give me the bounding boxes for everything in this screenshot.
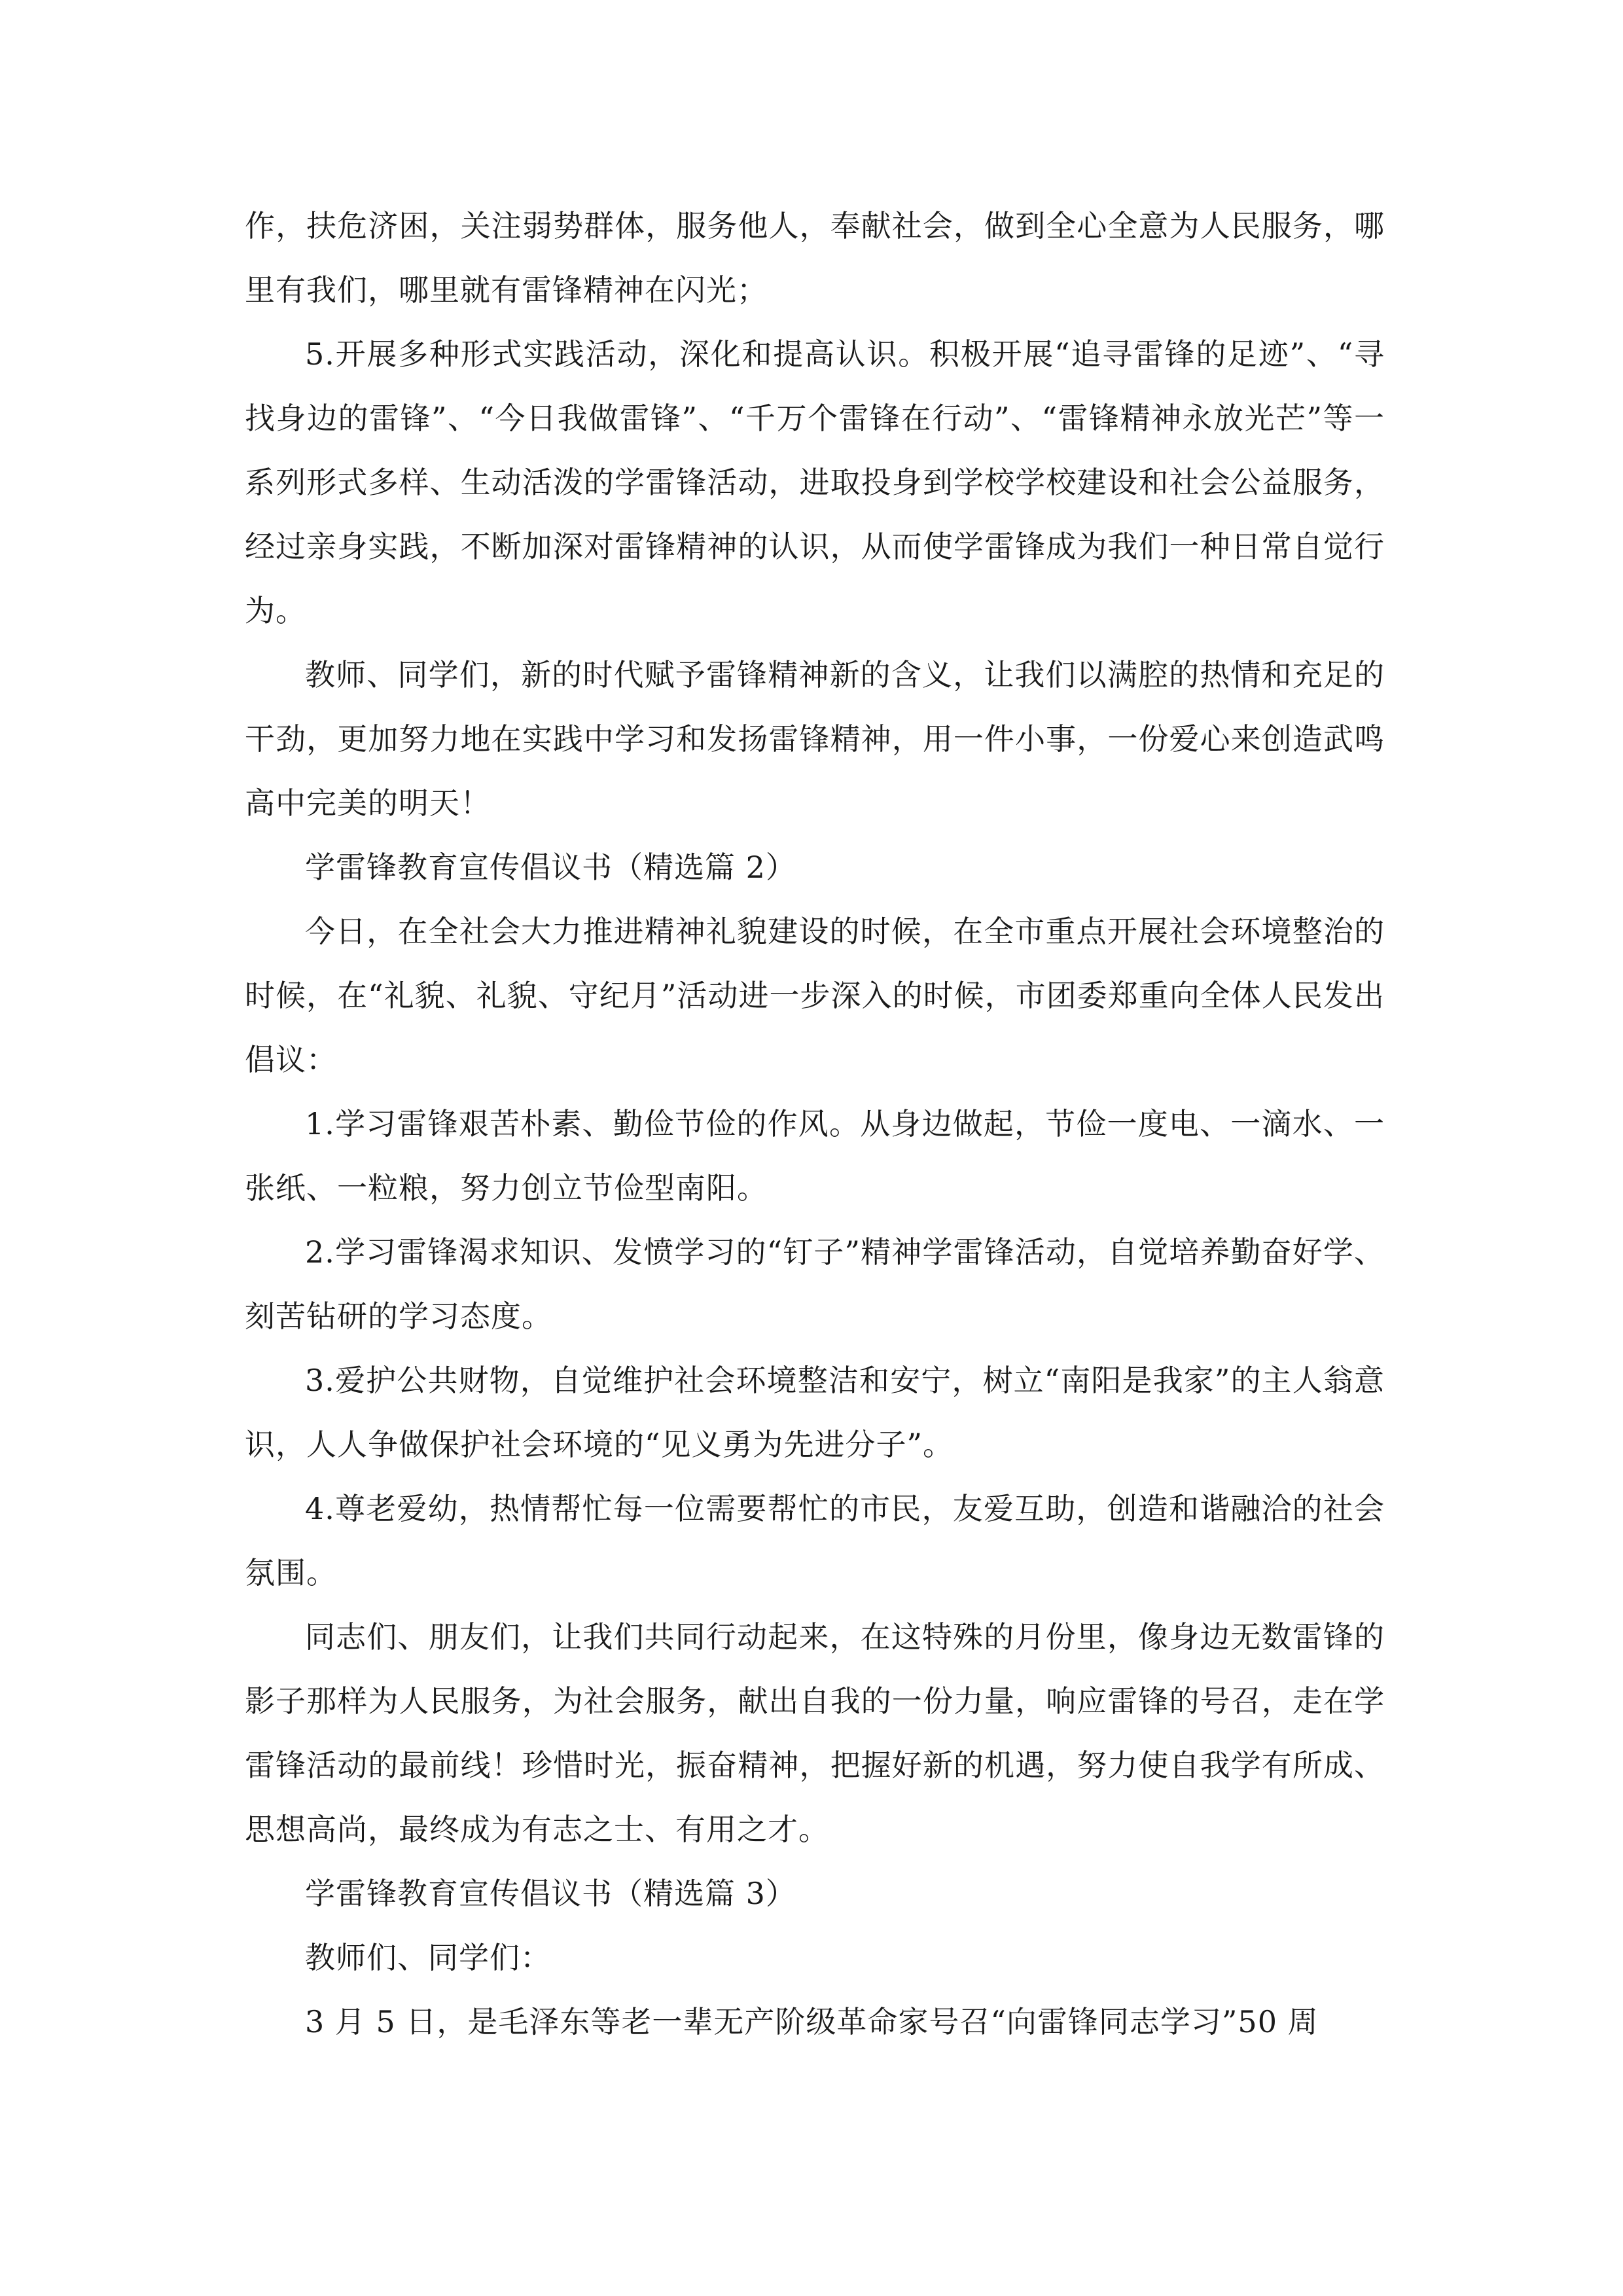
section-heading-2: 学雷锋教育宣传倡议书（精选篇 2） bbox=[305, 850, 796, 885]
paragraph-closing-call: 教师、同学们，新的时代赋予雷锋精神新的含义，让我们以满腔的热情和充足的干劲，更加努力地在实践中学习和发扬雷锋精神，用一件小事，一份爱心来创造武鸣高中完美的明天！ bbox=[245, 657, 1385, 821]
section-heading-3: 学雷锋教育宣传倡议书（精选篇 3） bbox=[305, 1876, 796, 1911]
paragraph-intro-2: 今日，在全社会大力推进精神礼貌建设的时候，在全市重点开展社会环境整治的时候，在“礼貌、礼貌、守纪月”活动进一步深入的时候，市团委郑重向全体人民发出倡议： bbox=[245, 914, 1385, 1077]
paragraph-practice-activities: 5.开展多种形式实践活动，深化和提高认识。积极开展“追寻雷锋的足迹”、“寻找身边的雷锋”、“今日我做雷锋”、“千万个雷锋在行动”、“雷锋精神永放光芒”等一系列形式多样、生动活泼的学雷锋活动，进取投身到学校学校建设和社会公益服务，经过亲身实践，不断加深对雷锋精神的认识，从而使学雷锋成为我们一种日常自觉行为。 bbox=[245, 336, 1385, 628]
document-body bbox=[245, 194, 1385, 2054]
list-item-1: 1.学习雷锋艰苦朴素、勤俭节俭的作风。从身边做起，节俭一度电、一滴水、一张纸、一粒粮，努力创立节俭型南阳。 bbox=[245, 1106, 1385, 1206]
list-item-3: 3.爱护公共财物，自觉维护社会环境整洁和安宁，树立“南阳是我家”的主人翁意识，人人争做保护社会环境的“见义勇为先进分子”。 bbox=[245, 1363, 1385, 1462]
paragraph-intro-3: 3 月 5 日，是毛泽东等老一辈无产阶级革命家号召“向雷锋同志学习”50 周 bbox=[305, 2004, 1319, 2039]
paragraph-closing-2: 同志们、朋友们，让我们共同行动起来，在这特殊的月份里，像身边无数雷锋的影子那样为人民服务，为社会服务，献出自我的一份力量，响应雷锋的号召，走在学雷锋活动的最前线！珍惜时光，振奋精神，把握好新的机遇，努力使自我学有所成、思想高尚，最终成为有志之士、有用之才。 bbox=[245, 1619, 1385, 1847]
list-item-2: 2.学习雷锋渴求知识、发愤学习的“钉子”精神学雷锋活动，自觉培养勤奋好学、刻苦钻研的学习态度。 bbox=[245, 1234, 1385, 1334]
paragraph-continuation: 作，扶危济困，关注弱势群体，服务他人，奉献社会，做到全心全意为人民服务，哪里有我们，哪里就有雷锋精神在闪光； bbox=[245, 208, 1385, 308]
list-item-4: 4.尊老爱幼，热情帮忙每一位需要帮忙的市民，友爱互助，创造和谐融洽的社会氛围。 bbox=[245, 1491, 1385, 1590]
salutation-3: 教师们、同学们： bbox=[305, 1940, 551, 1975]
